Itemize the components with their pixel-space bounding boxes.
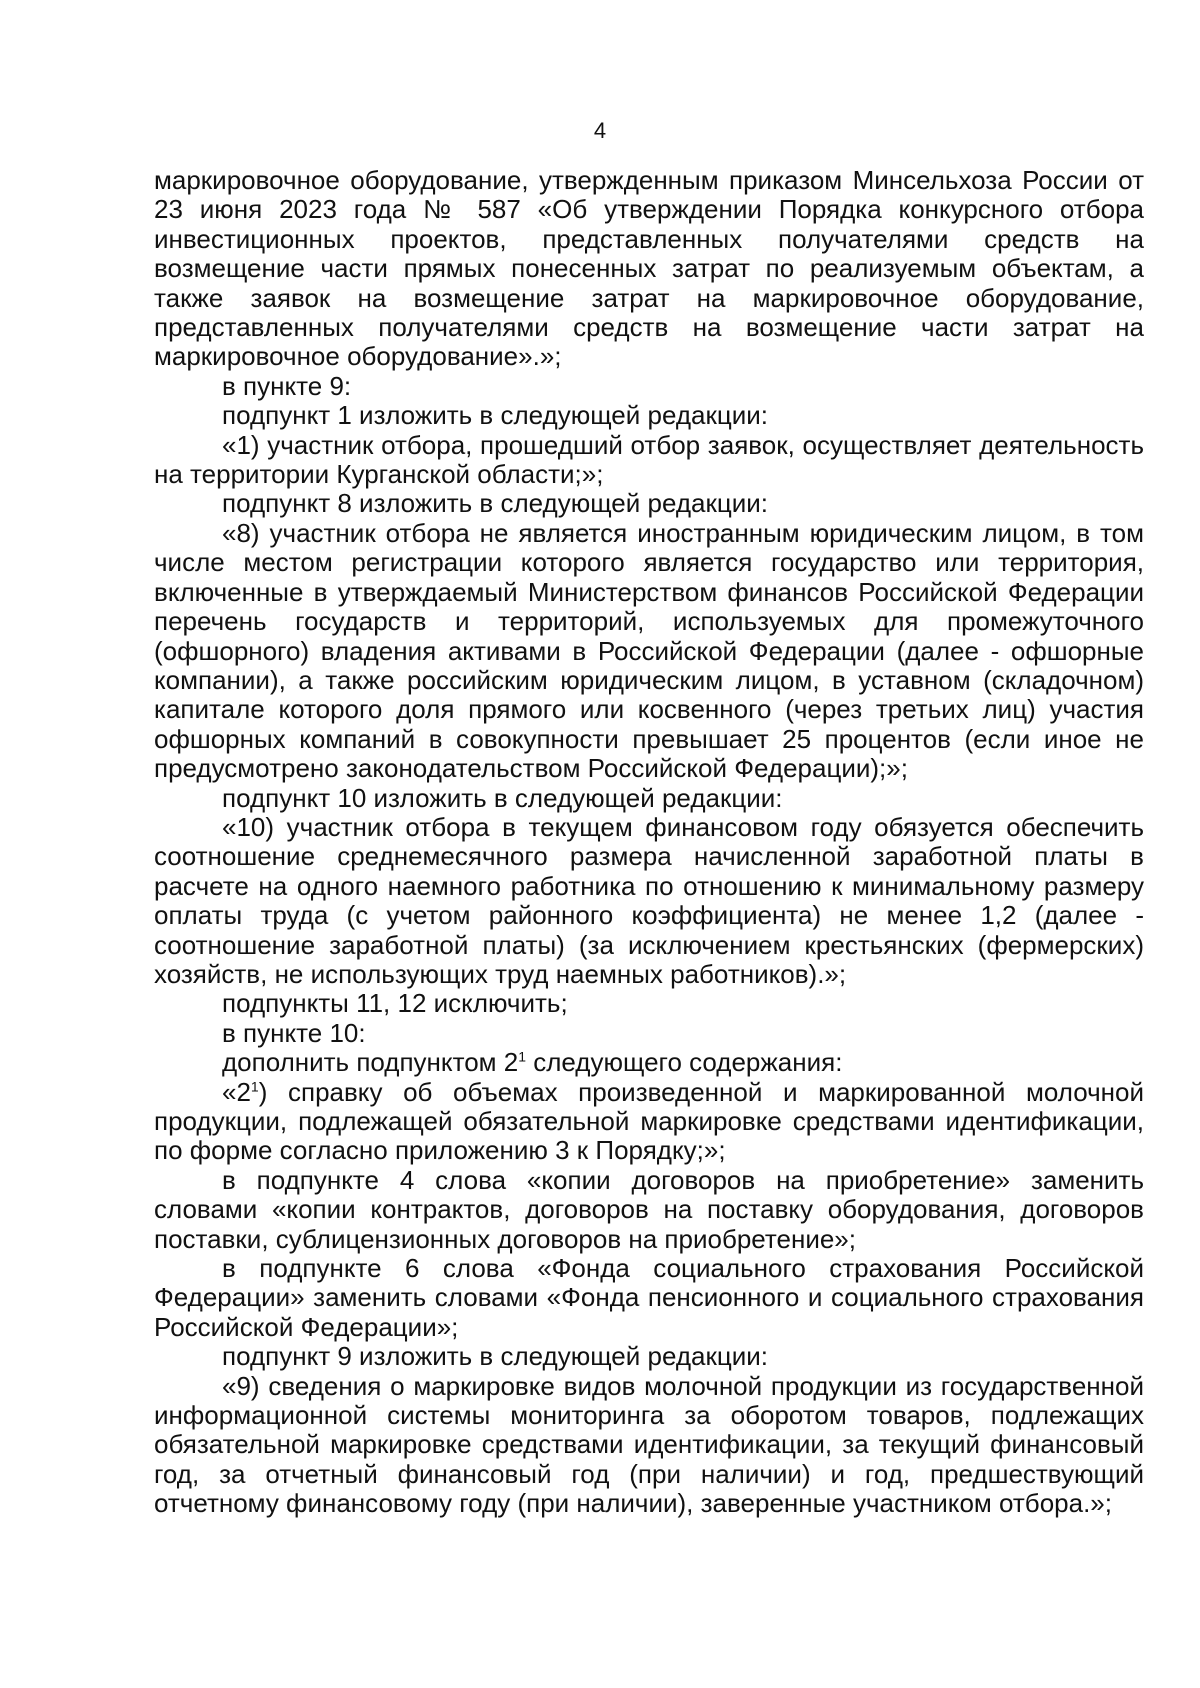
- text-segment: следующего содержания:: [526, 1047, 843, 1078]
- paragraph-subpoint-8-intro: подпункт 8 изложить в следующей редакции:: [222, 488, 769, 519]
- paragraph-subpoint-6: в подпункте 6 слова «Фонда социального страхования Российской Федерации» заменить словами «Фонда пенсионного и социального страхования Российской Федерации»;: [154, 1253, 1144, 1342]
- paragraph-subpoint-1-text: «1) участник отбора, прошедший отбор заявок, осуществляет деятельность на территории Курганской области;»;: [154, 429, 1144, 490]
- superscript: 1: [518, 1048, 527, 1065]
- paragraph-subpoint-10-intro: подпункт 10 изложить в следующей редакции:: [222, 782, 783, 813]
- paragraph-subpoint-2-1-text: [154, 1078, 1144, 1166]
- superscript: 1: [250, 1077, 259, 1094]
- document-body: [154, 166, 1144, 1519]
- paragraph-subpoint-9-text: «9) сведения о маркировке видов молочной продукции из государственной информационной системы мониторинга за оборотом товаров, подлежащих обязательной маркировке средствами идентификации, за текущий финансовый год, за отчетный финансовый год (при наличии) и год, предшествующий отчетному финансовому году (при наличии), заверенные участником отбора.»;: [154, 1370, 1144, 1519]
- text-segment: дополнить подпунктом 2: [222, 1047, 519, 1078]
- paragraph-subpoint-10-text: «10) участник отбора в текущем финансовом году обязуется обеспечить соотношение среднемесячного размера начисленной заработной платы в расчете на одного наемного работника по отношению к минимальному размеру оплаты труда (с учетом районного коэффициента) не менее 1,2 (далее - соотношение заработной платы) (за исключением крестьянских (фермерских) хозяйств, не использующих труд наемных работников).»;: [154, 811, 1144, 989]
- paragraph-subpoint-9-intro: подпункт 9 изложить в следующей редакции:: [222, 1341, 769, 1372]
- paragraph-point-9: в пункте 9:: [222, 370, 352, 401]
- paragraph-continuation: маркировочное оборудование, утвержденным приказом Минсельхоза России от 23 июня 2023 года № 587 «Об утверждении Порядка конкурсного отбора инвестиционных проектов, представленных получателями средств на возмещение части прямых понесенных затрат по реализуемым объектам, а также заявок на возмещение затрат на маркировочное оборудование, представленных получателями средств на возмещение части затрат на маркировочное оборудование».»;: [154, 165, 1144, 372]
- paragraph-subpoint-8-text: «8) участник отбора не является иностранным юридическим лицом, в том числе местом регистрации которого является государство или территория, включенные в утверждаемый Министерством финансов Российской Федерации перечень государств и территорий, используемых для промежуточного (офшорного) владения активами в Российской Федерации (далее - офшорные компании), а также российским юридическим лицом, в уставном (складочном) капитале которого доля прямого или косвенного (через третьих лиц) участия офшорных компаний в совокупности превышает 25 процентов (если иное не предусмотрено законодательством Российской Федерации);»;: [154, 517, 1144, 784]
- paragraph-add-subpoint-2-1: [154, 1048, 1144, 1077]
- page-number: 4: [593, 118, 607, 143]
- text-segment: ) справку об объемах произведенной и маркированной молочной продукции, подлежащей обязательной маркировке средствами идентификации, по форме согласно приложению 3 к Порядку;»;: [154, 1076, 1144, 1166]
- paragraph-point-10: в пункте 10:: [222, 1017, 366, 1048]
- paragraph-subpoints-11-12: подпункты 11, 12 исключить;: [222, 988, 568, 1019]
- text-segment: «2: [222, 1076, 251, 1107]
- paragraph-subpoint-1-intro: подпункт 1 изложить в следующей редакции:: [222, 400, 769, 431]
- paragraph-subpoint-4: в подпункте 4 слова «копии договоров на приобретение» заменить словами «копии контрактов, договоров на поставку оборудования, договоров поставки, сублицензионных договоров на приобретение»;: [154, 1164, 1144, 1254]
